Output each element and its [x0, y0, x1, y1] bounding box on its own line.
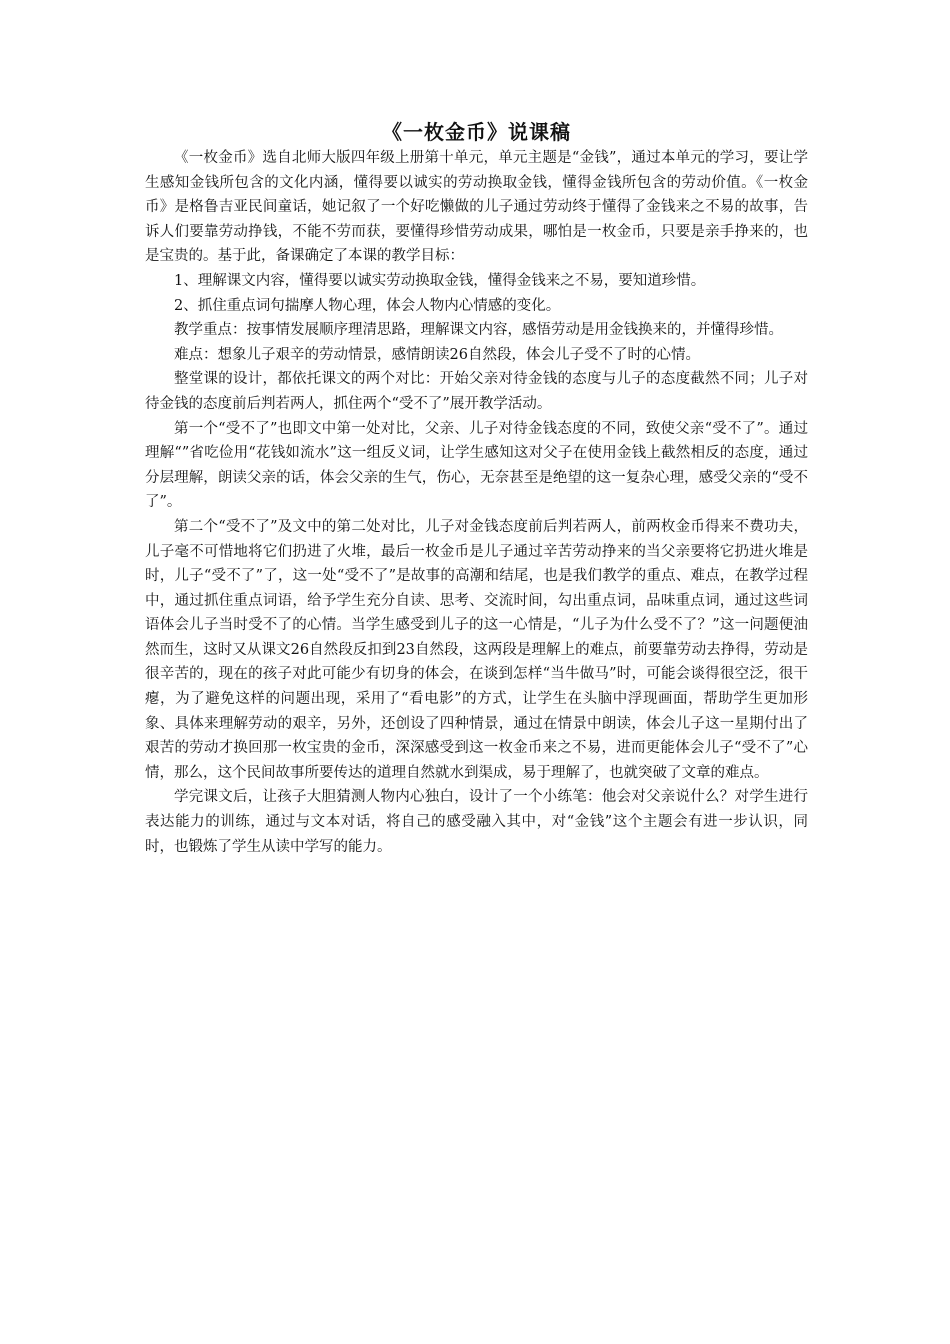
paragraph-design: 整堂课的设计，都依托课文的两个对比：开始父亲对待金钱的态度与儿子的态度截然不同；儿子对待金钱的态度前后判若两人，抓住两个“受不了”展开教学活动。 [145, 371, 808, 412]
paragraph-key-point: 教学重点：按事情发展顺序理清思路，理解课文内容，感悟劳动是用金钱换来的，并懂得珍惜。 [174, 322, 783, 339]
paragraph-second-contrast: 第二个“受不了”及文中的第二处对比，儿子对金钱态度前后判若两人，前两枚金币得来不费功夫，儿子毫不可惜地将它们扔进了火堆，最后一枚金币是儿子通过辛苦劳动挣来的当父亲要将它扔进火堆是时，儿子“受不了”了，这一处“受不了”是故事的高潮和结尾，也是我们教学的重点、难点，在教学过程中，通过抓住重点词语，给予学生充分自读、思考、交流时间，勾出重点词，品味重点词，通过这些词语体会儿子当时受不了的心情。当学生感受到儿子的这一心情是，“儿子为什么受不了？”这一问题便油然而生，这时又从课文26自然段反扣到23自然段，这两段是理解上的难点，前要靠劳动去挣得，劳动是很辛苦的，现在的孩子对此可能少有切身的体会，在谈到怎样“当牛做马”时，可能会谈得很空泛，很干瘪，为了避免这样的问题出现，采用了“看电影”的方式，让学生在头脑中浮现画面，帮助学生更加形象、具体来理解劳动的艰辛，另外，还创设了四种情景，通过在情景中朗读，体会儿子这一星期付出了艰苦的劳动才换回那一枚宝贵的金币，深深感受到这一枚金币来之不易，进而更能体会儿子“受不了”心情，那么，这个民间故事所要传达的道理自然就水到渠成，易于理解了，也就突破了文章的难点。 [145, 518, 808, 781]
paragraph-difficulty: 难点：想象儿子艰辛的劳动情景，感情朗读26自然段，体会儿子受不了时的心情。 [174, 346, 700, 363]
paragraph-after-class: 学完课文后，让孩子大胆猜测人物内心独白，设计了一个小练笔：他会对父亲说什么？对学生进行表达能力的训练，通过与文本对话，将自己的感受融入其中，对“金钱”这个主题会有进一步认识，同时，也锻炼了学生从读中学写的能力。 [145, 789, 808, 855]
paragraph-first-contrast: 第一个“受不了”也即文中第一处对比，父亲、儿子对待金钱态度的不同，致使父亲“受不了”。通过理解“”省吃俭用“花钱如流水”这一组反义词，让学生感知这对父子在使用金钱上截然相反的态度，通过分层理解，朗读父亲的话，体会父亲的生气，伤心，无奈甚至是绝望的这一复杂心理，感受父亲的“受不了”。 [145, 420, 808, 511]
paragraph-goal-2: 2、抓住重点词句揣摩人物心理，体会人物内心情感的变化。 [174, 297, 561, 314]
paragraph-goal-1: 1、理解课文内容，懂得要以诚实劳动换取金钱，懂得金钱来之不易，要知道珍惜。 [174, 272, 706, 289]
document-page [145, 118, 808, 859]
document-title: 《一枚金币》说课稿 [382, 120, 571, 144]
paragraph-intro: 《一枚金币》选自北师大版四年级上册第十单元，单元主题是“金钱”，通过本单元的学习，要让学生感知金钱所包含的文化内涵，懂得要以诚实的劳动换取金钱，懂得金钱所包含的劳动价值。《一枚金币》是格鲁吉亚民间童话，她记叙了一个好吃懒做的儿子通过劳动终于懂得了金钱来之不易的故事，告诉人们要靠劳动挣钱，不能不劳而获，要懂得珍惜劳动成果，哪怕是一枚金币，只要是亲手挣来的，也是宝贵的。基于此，备课确定了本课的教学目标： [145, 150, 808, 265]
